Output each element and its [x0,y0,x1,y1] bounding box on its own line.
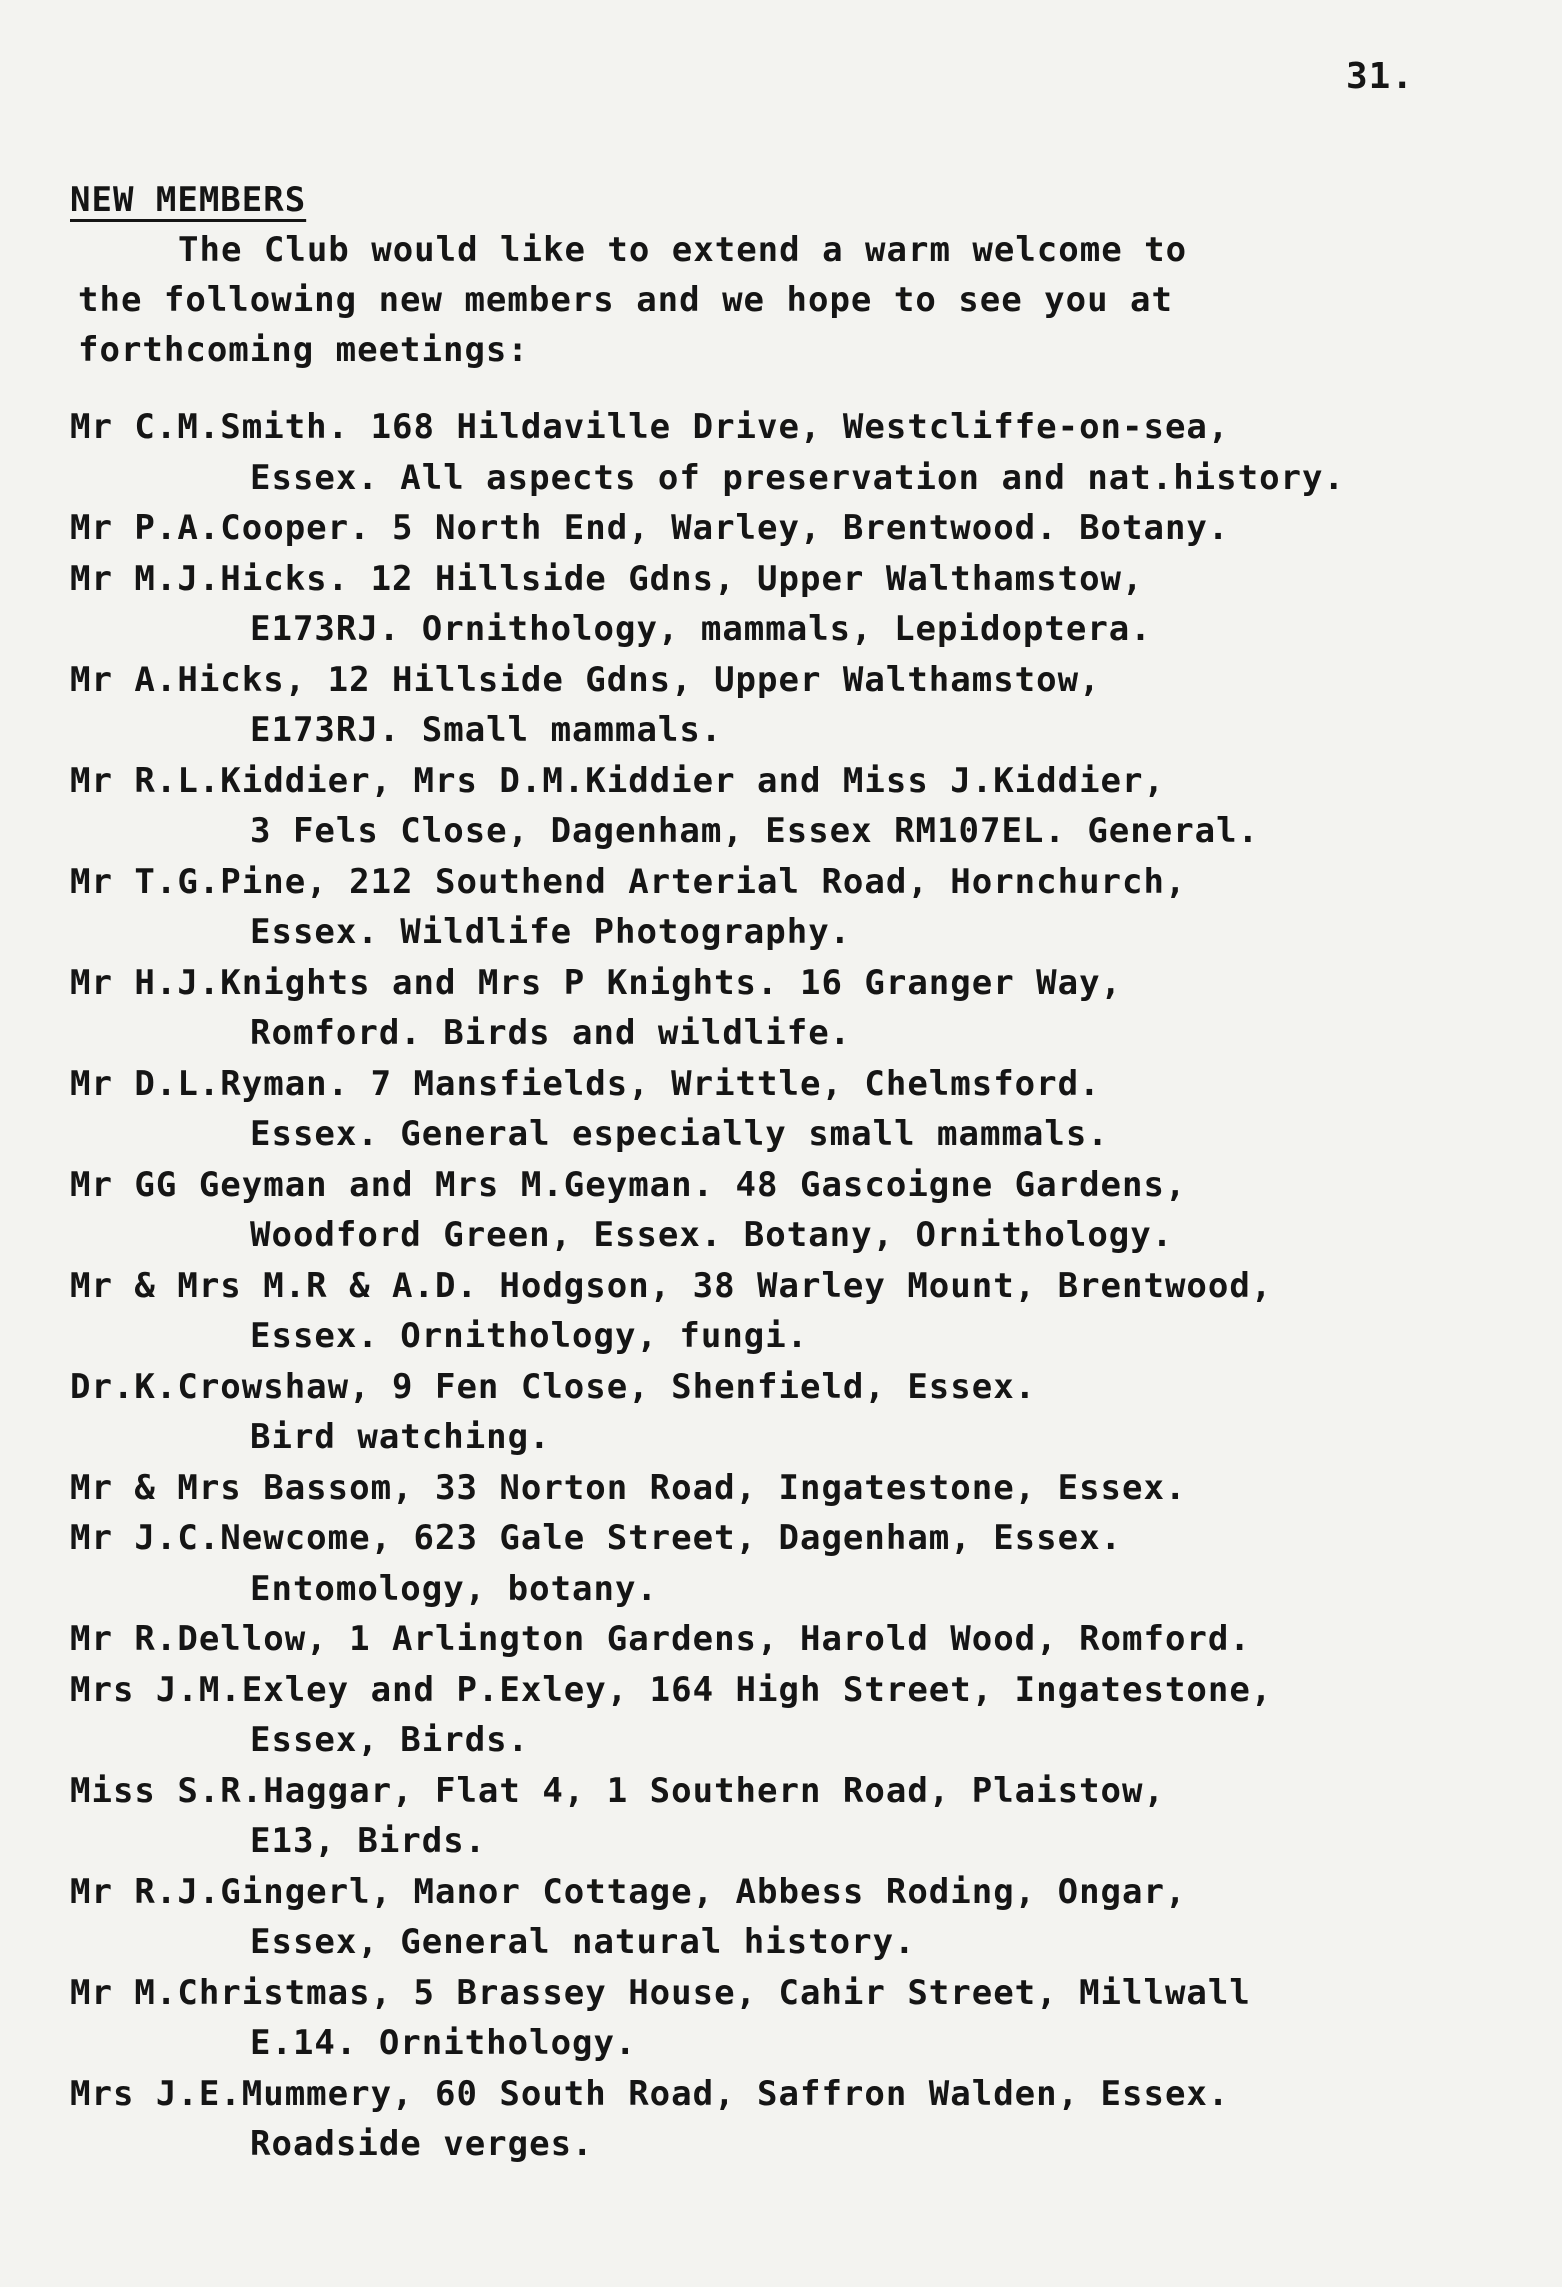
member-name-address: Mr J.C.Newcome, 623 Gale Street, Dagenham, Essex. [70,1518,1123,1558]
page-number: 31. [1345,56,1414,97]
member-name-address: Mrs J.M.Exley and P.Exley, 164 High Street, Ingatestone, [70,1669,1273,1710]
member-entry [70,1614,1520,1665]
member-details: Essex, General natural history. [250,1922,916,1962]
member-list [70,402,1520,2170]
member-name-address: Dr.K.Crowshaw, 9 Fen Close, Shenfield, Essex. [70,1366,1037,1407]
member-entry [70,554,1520,655]
member-entry [70,1867,1520,1968]
member-details: 3 Fels Close, Dagenham, Essex RM107EL. General. [250,811,1260,851]
member-details: E13, Birds. [250,1821,487,1861]
intro-paragraph [78,225,1478,375]
member-entry [70,958,1520,1059]
member-entry [70,1362,1520,1463]
member-details: Essex. Wildlife Photography. [250,912,852,952]
member-name-address: Mr D.L.Ryman. 7 Mansfields, Writtle, Chelmsford. [70,1063,1101,1104]
member-name-address: Mr P.A.Cooper. 5 North End, Warley, Brentwood. Botany. [70,508,1230,548]
member-details: Entomology, botany. [250,1568,658,1609]
member-name-address: Mr M.Christmas, 5 Brassey House, Cahir Street, Millwall [70,1972,1251,2013]
member-details: E.14. Ornithology. [250,2023,637,2063]
member-details: Essex. General especially small mammals. [250,1114,1109,1154]
member-details: Romford. Birds and wildlife. [250,1013,852,1053]
member-name-address: Mr & Mrs Bassom, 33 Norton Road, Ingatestone, Essex. [70,1467,1187,1508]
member-name-address: Miss S.R.Haggar, Flat 4, 1 Southern Road, Plaistow, [70,1770,1165,1811]
member-entry [70,857,1520,958]
intro-line: The Club would like to extend a warm welcome to [178,230,1188,270]
member-name-address: Mr C.M.Smith. 168 Hildaville Drive, Westcliffe-on-sea, [70,407,1230,447]
section-heading: NEW MEMBERS [70,180,307,220]
member-entry [70,756,1520,857]
member-name-address: Mr H.J.Knights and Mrs P Knights. 16 Granger Way, [70,962,1123,1003]
member-name-address: Mr R.J.Gingerl, Manor Cottage, Abbess Roding, Ongar, [70,1871,1187,1912]
member-name-address: Mr & Mrs M.R & A.D. Hodgson, 38 Warley Mount, Brentwood, [70,1265,1273,1306]
member-entry [70,1059,1520,1160]
member-name-address: Mrs J.E.Mummery, 60 South Road, Saffron Walden, Essex. [70,2073,1230,2114]
member-details: Essex. All aspects of preservation and nat.history. [250,457,1345,498]
intro-line: forthcoming meetings: [78,330,529,370]
member-entry [70,1968,1520,2069]
member-details: Essex, Birds. [250,1720,530,1760]
member-entry [70,503,1520,554]
member-name-address: Mr A.Hicks, 12 Hillside Gdns, Upper Walthamstow, [70,659,1101,700]
member-entry [70,2069,1520,2170]
intro-line: the following new members and we hope to see you at [78,280,1173,320]
member-details: E173RJ. Small mammals. [250,710,723,750]
member-details: Essex. Ornithology, fungi. [250,1316,809,1356]
member-details: E173RJ. Ornithology, mammals, Lepidoptera. [250,609,1152,649]
member-details: Woodford Green, Essex. Botany, Ornithology. [250,1215,1174,1255]
member-entry [70,1160,1520,1261]
member-name-address: Mr R.L.Kiddier, Mrs D.M.Kiddier and Miss J.Kiddier, [70,760,1165,801]
member-name-address: Mr M.J.Hicks. 12 Hillside Gdns, Upper Walthamstow, [70,558,1144,599]
member-entry [70,1463,1520,1514]
member-name-address: Mr GG Geyman and Mrs M.Geyman. 48 Gascoigne Gardens, [70,1164,1187,1205]
member-name-address: Mr R.Dellow, 1 Arlington Gardens, Harold Wood, Romford. [70,1619,1251,1659]
member-entry [70,1766,1520,1867]
member-entry [70,1513,1520,1614]
member-details: Bird watching. [250,1417,551,1457]
member-entry [70,655,1520,756]
member-details: Roadside verges. [250,2124,594,2164]
member-entry [70,1665,1520,1766]
member-entry [70,1261,1520,1362]
member-name-address: Mr T.G.Pine, 212 Southend Arterial Road, Hornchurch, [70,861,1187,902]
member-entry [70,402,1520,503]
